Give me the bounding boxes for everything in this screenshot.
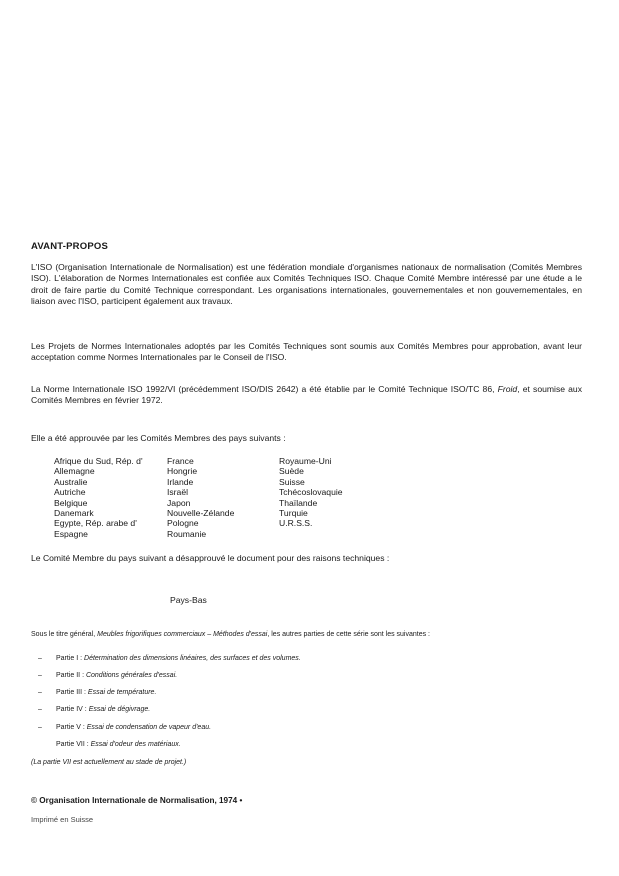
country: Espagne [54, 528, 88, 539]
countries-column-2 [167, 456, 234, 539]
series-intro-text: Sous le titre général, [31, 631, 98, 638]
foreword-heading: AVANT-PROPOS [31, 241, 108, 252]
standard-origin-text-end: , et soumise aux Comités Membres en février 1972. [31, 384, 582, 406]
country: U.R.S.S. [279, 518, 313, 529]
country: Danemark [54, 508, 94, 519]
country: Australie [54, 476, 88, 487]
part-item [38, 706, 150, 713]
country: Autriche [54, 487, 86, 498]
disapproving-country: Pays-Bas [170, 595, 207, 605]
series-intro [31, 630, 582, 640]
iso-description-paragraph: L'ISO (Organisation Internationale de Normalisation) est une fédération mondiale d'organismes nationaux de normalisation (Comités Membres ISO). L'élaboration de Normes Internationales est confiée aux Comités Techniques ISO. Chaque Comité Membre intéressé par une étude a le droit de faire partie du Comité Technique correspondant. Les organisations internationales, gouvernementales et non gouvernementales, en liaison avec l'ISO, participent également aux travaux. [31, 262, 582, 306]
printed-in: Imprimé en Suisse [31, 815, 94, 824]
part-label: Partie II : [56, 672, 86, 679]
part-item [38, 724, 211, 731]
part-label: Partie I : [56, 655, 85, 662]
part-title: Détermination des dimensions linéaires, des surfaces et des volumes. [84, 655, 301, 662]
country: Hongrie [167, 466, 198, 477]
part-title: Conditions générales d'essai. [85, 672, 178, 679]
committee-name: Froid [497, 384, 518, 394]
standard-origin-paragraph [31, 384, 582, 407]
part-title: Essai de température. [87, 689, 157, 696]
series-title: Meubles frigorifiques commerciaux – Méthodes d'essai [97, 631, 268, 638]
part-title: Essai de condensation de vapeur d'eau. [86, 724, 212, 731]
part-item [38, 655, 301, 662]
part-title: Essai d'odeur des matériaux. [90, 741, 181, 748]
draft-note: (La partie VII est actuellement au stade de projet.) [31, 759, 187, 766]
countries-column-1 [54, 456, 143, 539]
country: Israël [167, 487, 189, 498]
country: Turquie [279, 508, 308, 519]
part-item [38, 672, 177, 679]
country: Egypte, Rép. arabe d' [54, 518, 137, 529]
series-intro-text-end: , les autres parties de cette série sont les suivantes : [267, 631, 430, 638]
part-label: Partie V : [56, 724, 87, 731]
country: Belgique [54, 497, 88, 508]
list-dash: – [38, 672, 42, 679]
disapproval-intro: Le Comité Membre du pays suivant a désapprouvé le document pour des raisons techniques : [31, 553, 390, 563]
country: Suède [279, 466, 304, 477]
country: Nouvelle-Zélande [167, 508, 235, 519]
part-label: Partie VII : [56, 741, 91, 748]
copyright-notice: © Organisation Internationale de Normalisation, 1974 • [31, 796, 243, 805]
part-label: Partie III : [56, 689, 88, 696]
country: Pologne [167, 518, 199, 529]
approval-intro: Elle a été approuvée par les Comités Membres des pays suivants : [31, 433, 286, 443]
country: Roumanie [167, 528, 207, 539]
part-item [38, 741, 181, 748]
part-item [38, 689, 156, 696]
list-dash: – [38, 706, 42, 713]
country: Suisse [279, 476, 305, 487]
country: Allemagne [54, 466, 95, 477]
list-dash: – [38, 724, 42, 731]
list-dash: – [38, 689, 42, 696]
country: Japon [167, 497, 191, 508]
country: France [167, 456, 194, 466]
countries-column-3 [279, 456, 343, 529]
country: Tchécoslovaquie [279, 487, 343, 498]
part-label: Partie IV : [56, 706, 89, 713]
standard-origin-text: La Norme Internationale ISO 1992/VI (précédemment ISO/DIS 2642) a été établie par le Comité Technique ISO/TC 86, [31, 384, 498, 394]
part-title: Essai de dégivrage. [88, 706, 151, 713]
country: Royaume-Uni [279, 456, 332, 466]
country: Thaïlande [279, 497, 318, 508]
draft-standards-paragraph: Les Projets de Normes Internationales adoptés par les Comités Techniques sont soumis aux Comités Membres pour approbation, avant leur acceptation comme Normes Internationales par le Conseil de l'ISO. [31, 341, 582, 363]
country: Irlande [167, 476, 194, 487]
country: Afrique du Sud, Rép. d' [54, 456, 143, 466]
list-dash: – [38, 655, 42, 662]
